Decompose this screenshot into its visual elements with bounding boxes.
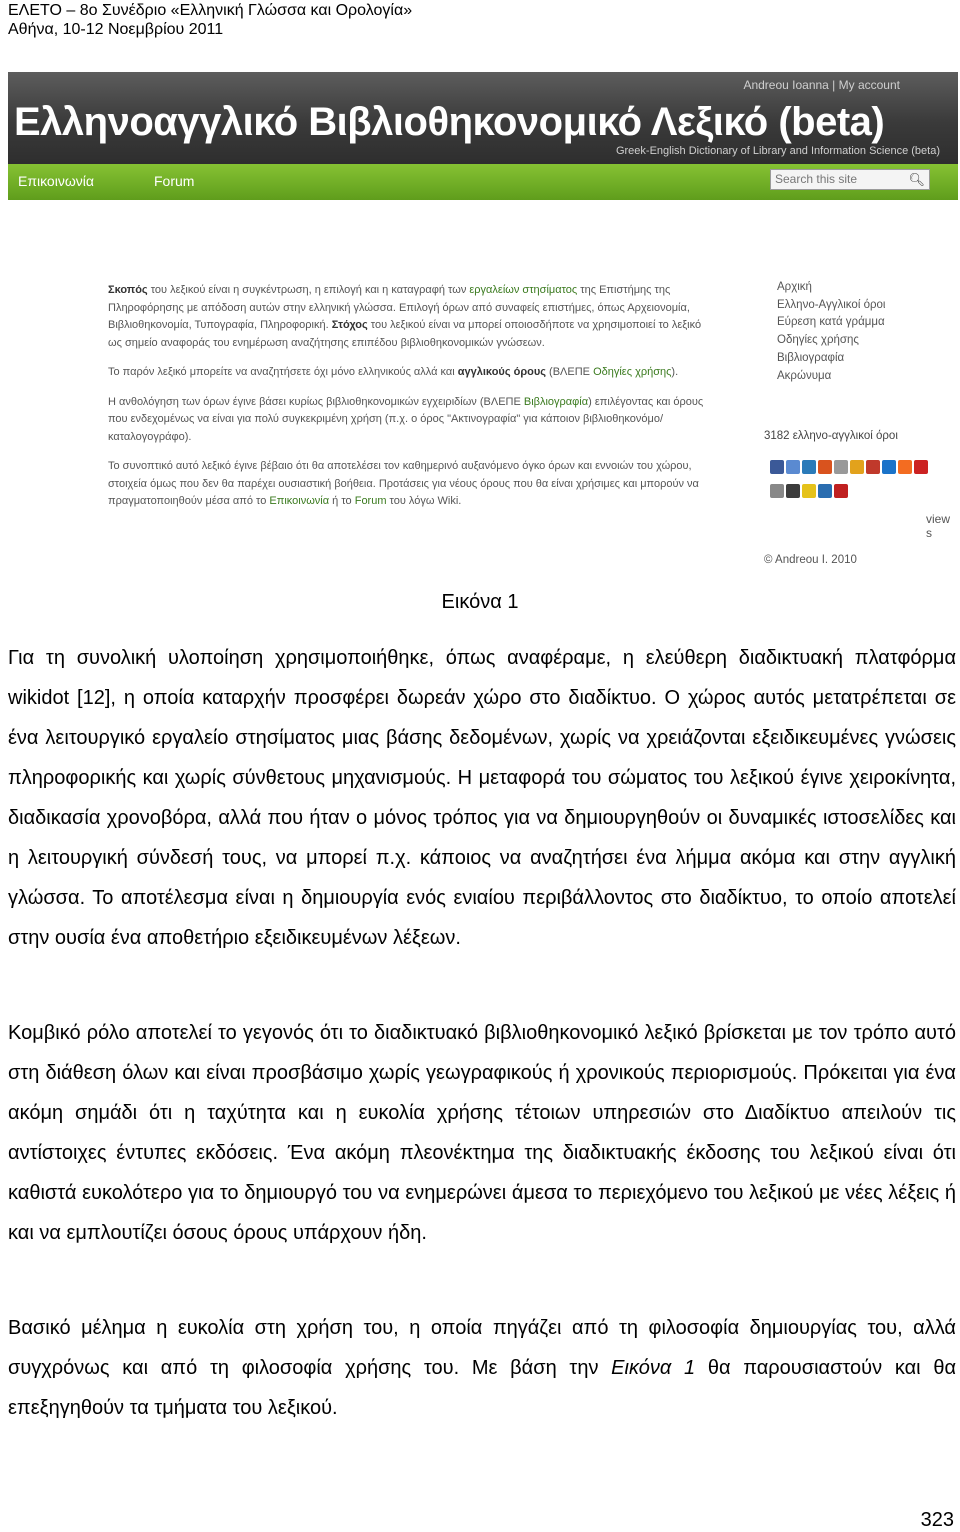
side-link-bibliography[interactable]: Βιβλιογραφία <box>777 351 845 364</box>
side-navigation <box>777 279 885 385</box>
figure-caption: Εικόνα 1 <box>441 591 519 613</box>
share-icon[interactable] <box>818 460 832 474</box>
site-subtitle: Greek-English Dictionary of Library and Information Science (beta) <box>615 145 940 157</box>
copyright: © Andreou I. 2010 <box>764 554 857 566</box>
share-icon[interactable] <box>866 460 880 474</box>
side-link-home[interactable]: Αρχική <box>777 281 812 293</box>
share-icon[interactable] <box>898 460 912 474</box>
term-count: 3182 ελληνο-αγγλικοί όροι <box>764 430 898 442</box>
facebook-icon[interactable] <box>770 460 784 474</box>
site-title: Ελληνοαγγλικό Βιβλιοθηκονομικό Λεξικό (beta) <box>14 100 885 144</box>
body-paragraph <box>8 1308 956 1428</box>
share-icon[interactable] <box>770 484 784 498</box>
body-paragraph: Κομβικό ρόλο αποτελεί το γεγονός ότι το διαδικτυακό βιβλιοθηκονομικό λεξικό βρίσκεται με τον τρόπο αυτό στη διάθεση όλων και είναι προσβάσιμο χωρίς γεωγραφικούς ή χρονικούς περιορισμούς. Πρόκειται για ένα ακόμη σημάδι ότι η ταχύτητα και η ευκολία χρήσης τέτοιων υπηρεσιών στο Διαδίκτυο απειλούν τις αντίστοιχες έντυπες εκδόσεις. Ένα ακόμη πλεονέκτημα της διαδικτυακής έκδοσης του λεξικού είναι ότι καθιστά ευκολότερο για το δημιουργό του να ενημερώνει άμεσα το περιεχόμενο του λεξικού με νέες λέξεις ή και να εμπλουτίζει όσους όρους υπάρχουν ήδη. <box>8 1022 956 1244</box>
side-link-greek-english-terms[interactable]: Ελληνο-Αγγλικοί όροι <box>777 298 886 311</box>
share-icon[interactable] <box>850 460 864 474</box>
share-icon[interactable] <box>834 484 848 498</box>
share-icon[interactable] <box>802 460 816 474</box>
side-link-find-by-letter[interactable]: Εύρεση κατά γράμμα <box>777 316 885 329</box>
search-icon[interactable]: 🔍︎ <box>908 172 925 187</box>
share-icon[interactable] <box>786 484 800 498</box>
nav-item-contact[interactable]: Επικοινωνία <box>18 173 94 189</box>
intro-text: Σκοπός του λεξικού είναι η συγκέντρωση, η επιλογή και η καταγραφή των εργαλείων στησίματος της Επιστήμης της Πληροφόρησης με απόδοση αυτών στην ελληνική γλώσσα. Επιλογή όρων από συναφείς επιστήμες, όπως Αρχειονομία, Βιβλιοθηκονομία, Τυπογραφία, Πληροφορική. Στόχος του λεξικού είναι να μπορεί οποιοσδήποτε να χρησιμοποιεί το λεξικό ως σημείο αναφοράς του ενημέρωση αναζήτησης επιπέδου βιβλιοθηκονομικών γνώσεων. Το παρόν λεξικό μπορείτε να αναζητήσετε όχι μόνο ελληνικούς αλλά και αγγλικούς όρους (ΒΛΕΠΕ Οδηγίες χρήσης). Η ανθολόγηση των όρων έγινε βάσει κυρίως βιβλιοθηκονομικών εγχειριδίων (ΒΛΕΠΕ Βιβλιογραφία) επιλέγοντας και όρους που ενδεχομένως να είναι για πολύ συγκεκριμένη χρήση (π.χ. ο όρος "Ακτινογραφία" για κάποιον βιβλιοθηκονόμο/καταλογογράφο). Το συνοπτικό αυτό λεξικό έγινε βέβαιο ότι θα αποτελέσει τον καθημερινό αυξανόμενο όγκο όρων και εννοιών του χώρου, στοιχεία όμως που δεν θα παρέχει ουσιαστική βοήθεια. Προτάσεις για νέους όρους που θα είναι χρήσιμες και μπορούν να πραγματοποιηθούν μέσα από το Επικοινωνία ή το Forum του λόγω Wiki. <box>108 284 704 507</box>
share-icon[interactable] <box>882 460 896 474</box>
figure-reference: Εικόνα 1 <box>611 1357 696 1379</box>
running-header-date: Αθήνα, 10-12 Νοεμβρίου 2011 <box>8 21 224 38</box>
page-number: 323 <box>920 1509 954 1531</box>
running-header-conference: ΕΛΕΤΟ – 8ο Συνέδριο «Ελληνική Γλώσσα και Ορολογία» <box>8 2 413 19</box>
paragraph-text: Βασικό μέλημα η ευκολία στη χρήση του, η οποία πηγάζει από τη φιλοσοφία δημιουργίας του, αλλά συγχρόνως και από τη φιλοσοφία χρήσης του. Με βάση την <box>8 1317 956 1379</box>
share-icon[interactable] <box>818 484 832 498</box>
site-banner <box>8 72 958 164</box>
search-placeholder: Search this site <box>775 172 858 186</box>
figure-screenshot <box>8 72 958 574</box>
side-link-instructions[interactable]: Οδηγίες χρήσης <box>777 334 859 347</box>
side-link-acronyms[interactable]: Ακρώνυμα <box>777 369 832 382</box>
share-icon[interactable] <box>786 460 800 474</box>
share-icon[interactable] <box>802 484 816 498</box>
search-input[interactable] <box>770 169 930 190</box>
account-links[interactable]: Andreou Ioanna | My account <box>743 78 900 92</box>
share-icon[interactable] <box>914 460 928 474</box>
view-link[interactable]: view s <box>926 512 951 540</box>
nav-bar <box>8 164 958 200</box>
body-paragraph: Για τη συνολική υλοποίηση χρησιμοποιήθηκε, όπως αναφέραμε, η ελεύθερη διαδικτυακή πλατφόρμα wikidot [12], η οποία καταρχήν προσφέρει δωρεάν χώρο στο διαδίκτυο. Ο χώρος αυτός μετατρέπεται σε ένα λειτουργικό εργαλείο στησίματος μιας βάσης δεδομένων, χωρίς να χρειάζονται εξειδικευμένες γνώσεις πληροφορικής και χωρίς σύνθετους μηχανισμούς. Η μεταφορά του σώματος του λεξικού έγινε χειροκίνητα, διαδικασία χρονοβόρα, αλλά που ήταν ο μόνος τρόπος για να δημιουργηθούν οι δυναμικές ιστοσελίδες και η λειτουργική σύνδεσή τους, να μπορεί π.χ. κάποιος να αναζητήσει ένα λήμμα ακόμα και στην αγγλική γλώσσα. Το αποτέλεσμα είναι η δημιουργία ενός ενιαίου περιβάλλοντος στο διαδίκτυο, το οποίο αποτελεί στην ουσία ένα αποθετήριο εξειδικευμένων λέξεων. <box>8 647 956 949</box>
paragraph-text: θα παρουσιαστούν και θα επεξηγηθούν τα τμήματα του λεξικού. <box>8 1357 957 1419</box>
share-icons <box>770 460 930 508</box>
share-icon[interactable] <box>834 460 848 474</box>
nav-item-forum[interactable]: Forum <box>154 173 195 189</box>
